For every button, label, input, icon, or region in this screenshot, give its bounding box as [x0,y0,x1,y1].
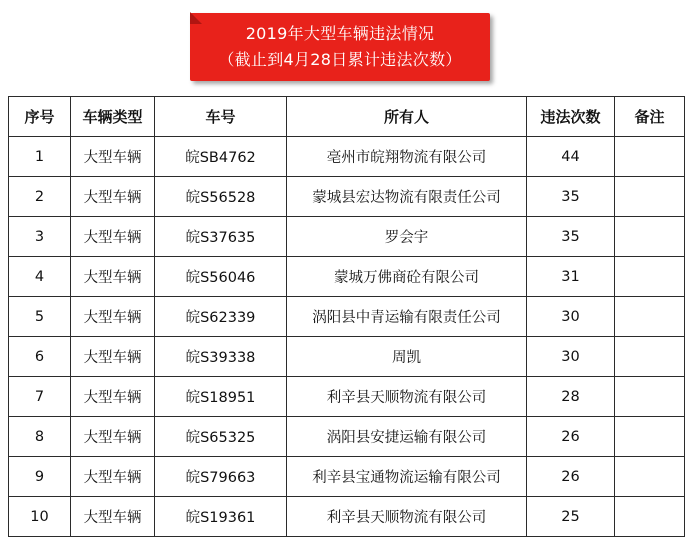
cell-plate: 皖S39338 [155,337,287,377]
cell-index: 8 [9,417,71,457]
cell-remarks [615,257,685,297]
cell-violation-count: 35 [527,177,615,217]
cell-owner: 利辛县天顺物流有限公司 [287,497,527,537]
cell-violation-count: 44 [527,137,615,177]
table-row [9,217,685,257]
table-row [9,137,685,177]
table-row [9,257,685,297]
header-owner: 所有人 [287,97,527,137]
cell-index: 10 [9,497,71,537]
cell-remarks [615,137,685,177]
cell-vehicle-type: 大型车辆 [71,137,155,177]
cell-owner: 蒙城县宏达物流有限责任公司 [287,177,527,217]
banner-text [190,13,490,81]
cell-remarks [615,377,685,417]
cell-index: 5 [9,297,71,337]
cell-vehicle-type: 大型车辆 [71,257,155,297]
cell-vehicle-type: 大型车辆 [71,337,155,377]
cell-owner: 涡阳县安捷运输有限公司 [287,417,527,457]
cell-index: 7 [9,377,71,417]
cell-plate: 皖S37635 [155,217,287,257]
header-index: 序号 [9,97,71,137]
cell-vehicle-type: 大型车辆 [71,497,155,537]
title-banner [190,13,496,85]
cell-plate: 皖S56046 [155,257,287,297]
table-row [9,297,685,337]
table-row [9,177,685,217]
cell-plate: 皖S56528 [155,177,287,217]
header-violation-count: 违法次数 [527,97,615,137]
cell-plate: 皖S79663 [155,457,287,497]
cell-plate: 皖S19361 [155,497,287,537]
cell-owner: 罗会宇 [287,217,527,257]
cell-violation-count: 30 [527,297,615,337]
header-vehicle-type: 车辆类型 [71,97,155,137]
cell-violation-count: 26 [527,417,615,457]
cell-vehicle-type: 大型车辆 [71,377,155,417]
cell-index: 4 [9,257,71,297]
cell-plate: 皖SB4762 [155,137,287,177]
cell-violation-count: 25 [527,497,615,537]
header-plate: 车号 [155,97,287,137]
cell-violation-count: 30 [527,337,615,377]
cell-remarks [615,497,685,537]
cell-index: 2 [9,177,71,217]
cell-violation-count: 31 [527,257,615,297]
cell-plate: 皖S62339 [155,297,287,337]
cell-vehicle-type: 大型车辆 [71,297,155,337]
cell-remarks [615,217,685,257]
cell-owner: 亳州市皖翔物流有限公司 [287,137,527,177]
table-row [9,457,685,497]
table-header-row [9,97,685,137]
cell-remarks [615,177,685,217]
cell-remarks [615,297,685,337]
cell-violation-count: 35 [527,217,615,257]
cell-violation-count: 26 [527,457,615,497]
cell-owner: 利辛县天顺物流有限公司 [287,377,527,417]
table-row [9,417,685,457]
cell-index: 1 [9,137,71,177]
cell-violation-count: 28 [527,377,615,417]
cell-owner: 涡阳县中青运输有限责任公司 [287,297,527,337]
cell-owner: 利辛县宝通物流运输有限公司 [287,457,527,497]
cell-remarks [615,457,685,497]
cell-index: 6 [9,337,71,377]
header-remarks: 备注 [615,97,685,137]
cell-plate: 皖S18951 [155,377,287,417]
cell-remarks [615,417,685,457]
cell-owner: 蒙城万佛商砼有限公司 [287,257,527,297]
table-row [9,377,685,417]
cell-plate: 皖S65325 [155,417,287,457]
cell-vehicle-type: 大型车辆 [71,217,155,257]
violations-table [8,96,685,537]
banner-title: 2019年大型车辆违法情况 [245,24,435,43]
cell-vehicle-type: 大型车辆 [71,417,155,457]
table-row [9,497,685,537]
cell-owner: 周凯 [287,337,527,377]
cell-vehicle-type: 大型车辆 [71,457,155,497]
cell-remarks [615,337,685,377]
banner-subtitle: （截止到4月28日累计违法次数） [218,50,462,69]
table-row [9,337,685,377]
cell-index: 9 [9,457,71,497]
cell-index: 3 [9,217,71,257]
cell-vehicle-type: 大型车辆 [71,177,155,217]
